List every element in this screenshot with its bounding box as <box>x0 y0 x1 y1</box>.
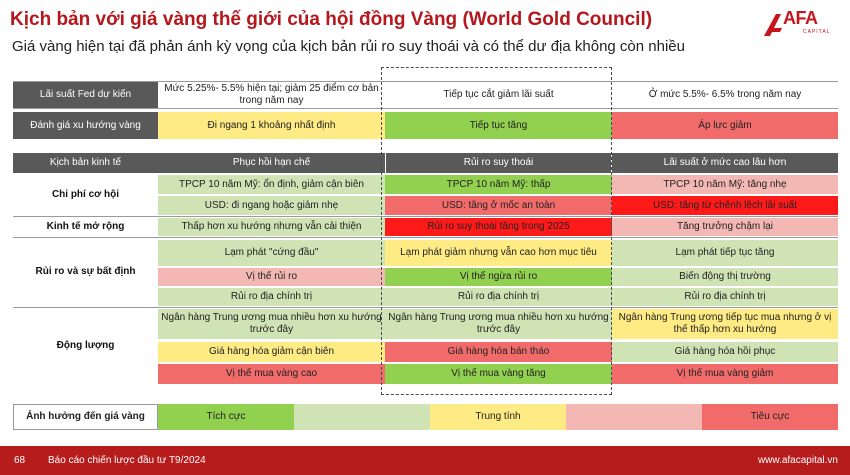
group-label-risk: Rủi ro và sự bất định <box>13 238 158 306</box>
scenario-header-label: Kịch bản kinh tế <box>13 153 158 173</box>
logo-subtext: CAPITAL <box>803 29 831 35</box>
group-label-econ: Kinh tế mở rộng <box>13 217 158 236</box>
table-cell: Ngân hàng Trung ương mua nhiều hơn xu hướng trước đây <box>158 309 385 339</box>
table-cell: Lạm phát tiếp tục tăng <box>612 240 838 266</box>
table-cell: Lạm phát giảm nhưng vẫn cao hơn mục tiêu <box>385 240 612 266</box>
table-cell: USD: tăng ở mốc an toàn <box>385 196 612 215</box>
gold-trend-recession: Tiếp tục tăng <box>385 112 612 139</box>
fed-rate-label: Lãi suất Fed dự kiến <box>13 82 158 108</box>
table-cell: Rủi ro địa chính trị <box>385 288 612 306</box>
gold-trend-recovery: Đi ngang 1 khoảng nhất định <box>158 112 385 139</box>
footer-bar <box>0 446 850 475</box>
legend-neutral: Trung tính <box>430 404 566 430</box>
table-cell: Tăng trưởng chậm lại <box>612 218 838 236</box>
group-label-momentum: Động lượng <box>13 308 158 384</box>
table-cell: Biến động thị trường <box>612 268 838 286</box>
table-cell: Giá hàng hóa giảm cận biên <box>158 342 385 362</box>
fed-rate-recovery: Mức 5.25%- 5.5% hiện tại; giảm 25 điểm cơ bản trong năm nay <box>158 82 385 108</box>
scenario-header-recession: Rủi ro suy thoái <box>385 153 612 173</box>
table-cell: Thấp hơn xu hướng nhưng vẫn cải thiện <box>158 218 385 236</box>
website-link[interactable]: www.afacapital.vn <box>757 455 838 466</box>
group-label-cost: Chi phí cơ hội <box>13 174 158 216</box>
table-cell: Vị thế ngừa rủi ro <box>385 268 612 286</box>
table-cell: Vị thế mua vàng giảm <box>612 364 838 384</box>
legend-negative: Tiêu cực <box>702 404 838 430</box>
table-cell: Giá hàng hóa bán tháo <box>385 342 612 362</box>
table-cell: Lạm phát "cứng đầu" <box>158 240 385 266</box>
table-cell: Rủi ro địa chính trị <box>158 288 385 306</box>
scenario-header-recovery: Phục hồi hạn chế <box>158 153 385 173</box>
table-cell: TPCP 10 năm Mỹ: thấp <box>385 175 612 194</box>
report-title: Báo cáo chiến lược đầu tư T9/2024 <box>48 455 206 466</box>
legend-label: Ảnh hưởng đến giá vàng <box>13 404 158 430</box>
page-title: Kịch bản với giá vàng thế giới của hội đồng Vàng (World Gold Council) <box>10 9 653 30</box>
legend-negative-light <box>566 404 702 430</box>
table-cell: TPCP 10 năm Mỹ: ổn định, giảm cận biên <box>158 175 385 194</box>
fed-rate-higher: Ở mức 5.5%- 6.5% trong năm nay <box>612 82 838 108</box>
table-cell: Vị thế mua vàng cao <box>158 364 385 384</box>
table-cell: USD: tăng từ chênh lệch lãi suất <box>612 196 838 215</box>
table-cell: Ngân hàng Trung ương mua nhiều hơn xu hướng trước đây <box>385 309 612 339</box>
table-cell: Vị thế rủi ro <box>158 268 385 286</box>
table-cell: Rủi ro địa chính trị <box>612 288 838 306</box>
gold-trend-higher: Áp lực giảm <box>612 112 838 139</box>
table-cell: USD: đi ngang hoặc giảm nhẹ <box>158 196 385 215</box>
fed-rate-recession: Tiếp tục cắt giảm lãi suất <box>385 82 612 108</box>
page-subtitle: Giá vàng hiện tại đã phản ánh kỳ vọng của kịch bản rủi ro suy thoái và có thể dư địa không còn nhiều <box>12 38 685 55</box>
legend-positive: Tích cực <box>158 404 294 430</box>
table-cell: Giá hàng hóa hồi phục <box>612 342 838 362</box>
scenario-header-higher: Lãi suất ở mức cao lâu hơn <box>612 153 838 173</box>
page-number: 68 <box>14 455 26 466</box>
logo-text: AFA <box>783 8 818 28</box>
recession-highlight-box <box>381 67 612 395</box>
legend-positive-light <box>294 404 430 430</box>
table-cell: Rủi ro suy thoái tăng trong 2025 <box>385 218 612 236</box>
table-cell: Vị thế mua vàng tăng <box>385 364 612 384</box>
table-cell: Ngân hàng Trung ương tiếp tục mua nhưng ở vị thế thấp hơn xu hướng <box>612 309 838 339</box>
table-cell: TPCP 10 năm Mỹ: tăng nhẹ <box>612 175 838 194</box>
gold-trend-label: Đánh giá xu hướng vàng <box>13 112 158 139</box>
